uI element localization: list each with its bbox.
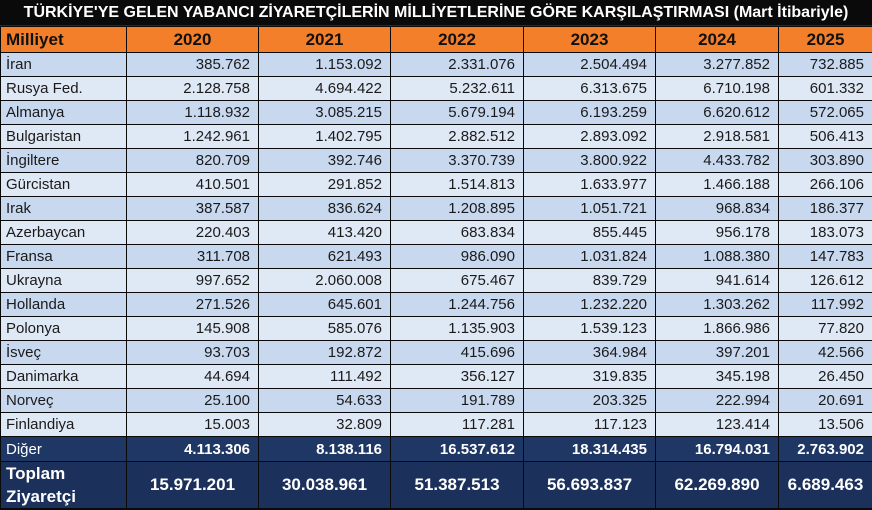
- value-cell: 3.370.739: [391, 149, 524, 173]
- table-row: [1, 245, 872, 269]
- value-cell: 392.746: [259, 149, 391, 173]
- country-name: Diğer: [1, 437, 127, 462]
- value-cell: 203.325: [524, 389, 656, 413]
- country-name: İsveç: [1, 341, 127, 365]
- value-cell: 839.729: [524, 269, 656, 293]
- country-name: Fransa: [1, 245, 127, 269]
- country-name: Hollanda: [1, 293, 127, 317]
- table-row: [1, 125, 872, 149]
- value-cell: 2.882.512: [391, 125, 524, 149]
- table-row: [1, 317, 872, 341]
- value-cell: 732.885: [779, 53, 872, 77]
- value-cell: 1.244.756: [391, 293, 524, 317]
- country-name: Rusya Fed.: [1, 77, 127, 101]
- value-cell: 186.377: [779, 197, 872, 221]
- value-cell: 997.652: [127, 269, 259, 293]
- value-cell: 123.414: [656, 413, 779, 437]
- value-cell: 26.450: [779, 365, 872, 389]
- value-cell: 413.420: [259, 221, 391, 245]
- value-cell: 8.138.116: [259, 437, 391, 462]
- value-cell: 147.783: [779, 245, 872, 269]
- table-row: [1, 77, 872, 101]
- table-row: [1, 101, 872, 125]
- value-cell: 1.633.977: [524, 173, 656, 197]
- value-cell: 387.587: [127, 197, 259, 221]
- table-row: [1, 221, 872, 245]
- value-cell: 1.118.932: [127, 101, 259, 125]
- country-name: İran: [1, 53, 127, 77]
- value-cell: 13.506: [779, 413, 872, 437]
- table-row: [1, 341, 872, 365]
- value-cell: 572.065: [779, 101, 872, 125]
- value-cell: 16.537.612: [391, 437, 524, 462]
- value-cell: 15.003: [127, 413, 259, 437]
- value-cell: 30.038.961: [259, 462, 391, 509]
- value-cell: 266.106: [779, 173, 872, 197]
- value-cell: 6.689.463: [779, 462, 872, 509]
- country-name: Azerbaycan: [1, 221, 127, 245]
- value-cell: 6.313.675: [524, 77, 656, 101]
- value-cell: 126.612: [779, 269, 872, 293]
- value-cell: 956.178: [656, 221, 779, 245]
- table-row: [1, 173, 872, 197]
- value-cell: 222.994: [656, 389, 779, 413]
- country-name: Norveç: [1, 389, 127, 413]
- value-cell: 986.090: [391, 245, 524, 269]
- value-cell: 397.201: [656, 341, 779, 365]
- country-name: Gürcistan: [1, 173, 127, 197]
- value-cell: 506.413: [779, 125, 872, 149]
- value-cell: 2.763.902: [779, 437, 872, 462]
- value-cell: 3.277.852: [656, 53, 779, 77]
- table-row: [1, 293, 872, 317]
- column-header: 2024: [656, 27, 779, 53]
- value-cell: 2.060.008: [259, 269, 391, 293]
- value-cell: 117.992: [779, 293, 872, 317]
- value-cell: 6.620.612: [656, 101, 779, 125]
- column-header: 2020: [127, 27, 259, 53]
- value-cell: 44.694: [127, 365, 259, 389]
- column-header: 2022: [391, 27, 524, 53]
- value-cell: 415.696: [391, 341, 524, 365]
- value-cell: 1.232.220: [524, 293, 656, 317]
- value-cell: 1.466.188: [656, 173, 779, 197]
- value-cell: 25.100: [127, 389, 259, 413]
- value-cell: 62.269.890: [656, 462, 779, 509]
- value-cell: 2.918.581: [656, 125, 779, 149]
- value-cell: 1.135.903: [391, 317, 524, 341]
- value-cell: 4.433.782: [656, 149, 779, 173]
- value-cell: 410.501: [127, 173, 259, 197]
- value-cell: 1.208.895: [391, 197, 524, 221]
- value-cell: 18.314.435: [524, 437, 656, 462]
- value-cell: 3.800.922: [524, 149, 656, 173]
- value-cell: 111.492: [259, 365, 391, 389]
- value-cell: 1.031.824: [524, 245, 656, 269]
- value-cell: 2.128.758: [127, 77, 259, 101]
- value-cell: 3.085.215: [259, 101, 391, 125]
- value-cell: 645.601: [259, 293, 391, 317]
- value-cell: 1.088.380: [656, 245, 779, 269]
- value-cell: 820.709: [127, 149, 259, 173]
- country-name: Polonya: [1, 317, 127, 341]
- value-cell: 6.193.259: [524, 101, 656, 125]
- value-cell: 117.123: [524, 413, 656, 437]
- value-cell: 941.614: [656, 269, 779, 293]
- value-cell: 345.198: [656, 365, 779, 389]
- value-cell: 32.809: [259, 413, 391, 437]
- table-row: [1, 197, 872, 221]
- value-cell: 220.403: [127, 221, 259, 245]
- value-cell: 191.789: [391, 389, 524, 413]
- table-row: [1, 269, 872, 293]
- value-cell: 15.971.201: [127, 462, 259, 509]
- value-cell: 4.694.422: [259, 77, 391, 101]
- value-cell: 585.076: [259, 317, 391, 341]
- country-name: Bulgaristan: [1, 125, 127, 149]
- value-cell: 1.051.721: [524, 197, 656, 221]
- value-cell: 183.073: [779, 221, 872, 245]
- value-cell: 364.984: [524, 341, 656, 365]
- value-cell: 42.566: [779, 341, 872, 365]
- value-cell: 319.835: [524, 365, 656, 389]
- value-cell: 683.834: [391, 221, 524, 245]
- column-header: 2021: [259, 27, 391, 53]
- country-name: Toplam Ziyaretçi: [1, 462, 127, 509]
- value-cell: 385.762: [127, 53, 259, 77]
- header-row: [1, 27, 872, 53]
- value-cell: 836.624: [259, 197, 391, 221]
- value-cell: 675.467: [391, 269, 524, 293]
- value-cell: 93.703: [127, 341, 259, 365]
- value-cell: 54.633: [259, 389, 391, 413]
- table-row: [1, 53, 872, 77]
- country-name: Ukrayna: [1, 269, 127, 293]
- value-cell: 4.113.306: [127, 437, 259, 462]
- country-name: Almanya: [1, 101, 127, 125]
- value-cell: 1.242.961: [127, 125, 259, 149]
- visitors-table: [0, 26, 872, 509]
- value-cell: 356.127: [391, 365, 524, 389]
- country-name: Irak: [1, 197, 127, 221]
- value-cell: 5.679.194: [391, 101, 524, 125]
- value-cell: 311.708: [127, 245, 259, 269]
- value-cell: 192.872: [259, 341, 391, 365]
- column-header: Milliyet: [1, 27, 127, 53]
- value-cell: 621.493: [259, 245, 391, 269]
- value-cell: 145.908: [127, 317, 259, 341]
- value-cell: 5.232.611: [391, 77, 524, 101]
- value-cell: 271.526: [127, 293, 259, 317]
- other-row: [1, 437, 872, 462]
- table-row: [1, 413, 872, 437]
- table-row: [1, 389, 872, 413]
- country-name: Finlandiya: [1, 413, 127, 437]
- value-cell: 56.693.837: [524, 462, 656, 509]
- value-cell: 1.866.986: [656, 317, 779, 341]
- value-cell: 601.332: [779, 77, 872, 101]
- country-name: Danimarka: [1, 365, 127, 389]
- value-cell: 6.710.198: [656, 77, 779, 101]
- value-cell: 51.387.513: [391, 462, 524, 509]
- value-cell: 1.402.795: [259, 125, 391, 149]
- value-cell: 1.514.813: [391, 173, 524, 197]
- table-row: [1, 149, 872, 173]
- value-cell: 2.893.092: [524, 125, 656, 149]
- value-cell: 1.303.262: [656, 293, 779, 317]
- column-header: 2023: [524, 27, 656, 53]
- value-cell: 968.834: [656, 197, 779, 221]
- table-row: [1, 365, 872, 389]
- total-row: [1, 462, 872, 509]
- value-cell: 117.281: [391, 413, 524, 437]
- column-header: 2025: [779, 27, 872, 53]
- value-cell: 855.445: [524, 221, 656, 245]
- country-name: İngiltere: [1, 149, 127, 173]
- value-cell: 1.539.123: [524, 317, 656, 341]
- value-cell: 303.890: [779, 149, 872, 173]
- value-cell: 1.153.092: [259, 53, 391, 77]
- value-cell: 2.331.076: [391, 53, 524, 77]
- value-cell: 291.852: [259, 173, 391, 197]
- value-cell: 2.504.494: [524, 53, 656, 77]
- value-cell: 77.820: [779, 317, 872, 341]
- value-cell: 20.691: [779, 389, 872, 413]
- value-cell: 16.794.031: [656, 437, 779, 462]
- table-title: TÜRKİYE'YE GELEN YABANCI ZİYARETÇİLERİN MİLLİYETLERİNE GÖRE KARŞILAŞTIRMASI (Mart İtibariyle): [0, 0, 872, 26]
